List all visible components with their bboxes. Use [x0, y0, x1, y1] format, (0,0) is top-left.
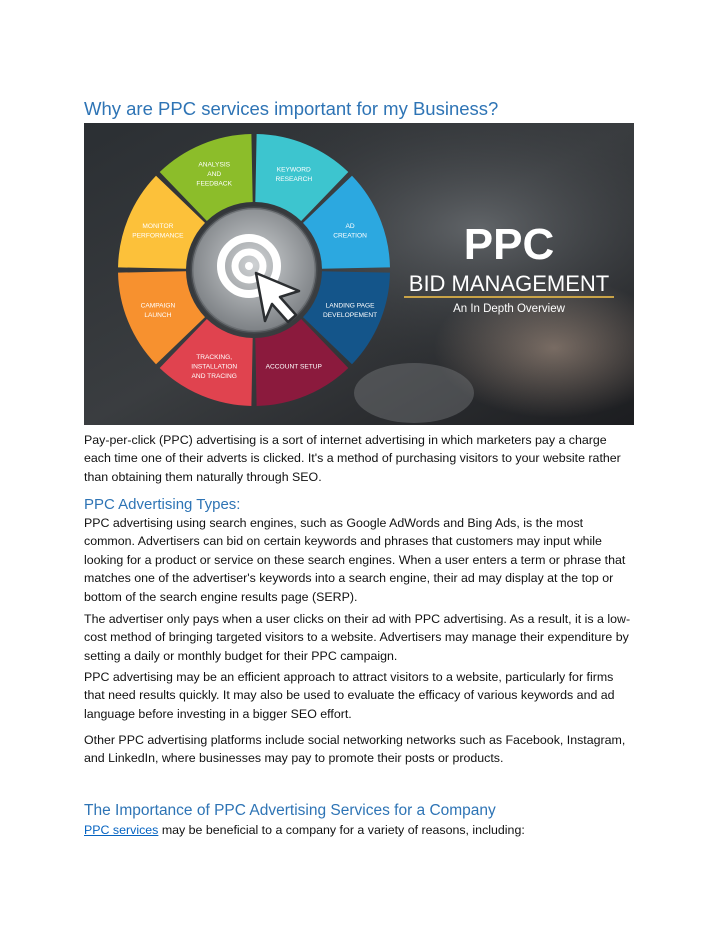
section-heading-importance: The Importance of PPC Advertising Services for a Company [84, 802, 496, 819]
wheel-segment-label: TRACKING, INSTALLATION AND TRACING [191, 353, 238, 380]
wheel-segment-label: ANALYSIS AND FEEDBACK [196, 161, 232, 188]
infographic-tagline: An In Depth Overview [453, 303, 565, 315]
body-paragraph: PPC advertising may be an efficient approach to attract visitors to a website, particularly for firms that need results quickly. It may also be used to evaluate the efficacy of various keywords and ad language before investing in a bigger SEO effort. [84, 670, 615, 721]
infographic-title: PPC [463, 220, 555, 269]
wheel-segment-label: ACCOUNT SETUP [265, 363, 322, 371]
body-paragraph: PPC advertising using search engines, such as Google AdWords and Bing Ads, is the most common. Advertisers can bid on certain keywords and phrases that customers may input while looking for a product or service on these search engines. When a user enters a term or phrase that matches one of the advertiser's keywords into a search engine, their ad may display at the top or bottom of the search engine results page (SERP). [84, 516, 626, 604]
wheel-segment-label: CAMPAIGN LAUNCH [140, 302, 176, 319]
importance-paragraph [84, 821, 636, 839]
wheel-segment-label: LANDING PAGE DEVELOPEMENT [322, 302, 378, 319]
infographic-subtitle: BID MANAGEMENT [408, 271, 610, 296]
hub [192, 208, 316, 332]
wheel-segment-label: MONITOR PERFORMANCE [132, 222, 184, 240]
body-paragraph: The advertiser only pays when a user clicks on their ad with PPC advertising. As a result, it is a low-cost method of bringing targeted visitors to a website. Advertisers may manage their expenditure by setting a daily or monthly budget for their PPC campaign. [84, 612, 631, 663]
ppc-services-link[interactable]: PPC services [84, 823, 159, 837]
gold-divider [404, 296, 614, 298]
section-heading-types: PPC Advertising Types: [84, 496, 241, 513]
importance-text: may be beneficial to a company for a variety of reasons, including: [158, 823, 525, 837]
intro-paragraph: Pay-per-click (PPC) advertising is a sort of internet advertising in which marketers pay a charge each time one of their adverts is clicked. It's a method of purchasing visitors to your website rather than obtaining them naturally through SEO. [84, 433, 621, 484]
page-title: Why are PPC services important for my Business? [84, 98, 499, 119]
infographic-canvas [84, 123, 634, 425]
wheel-segment-label: AD CREATION [333, 222, 367, 240]
ppc-infographic [84, 123, 634, 425]
body-paragraph: Other PPC advertising platforms include social networking networks such as Facebook, Instagram, and LinkedIn, where businesses may pay to promote their posts or products. [84, 733, 626, 766]
wheel-segment-label: KEYWORD RESEARCH [275, 166, 313, 183]
